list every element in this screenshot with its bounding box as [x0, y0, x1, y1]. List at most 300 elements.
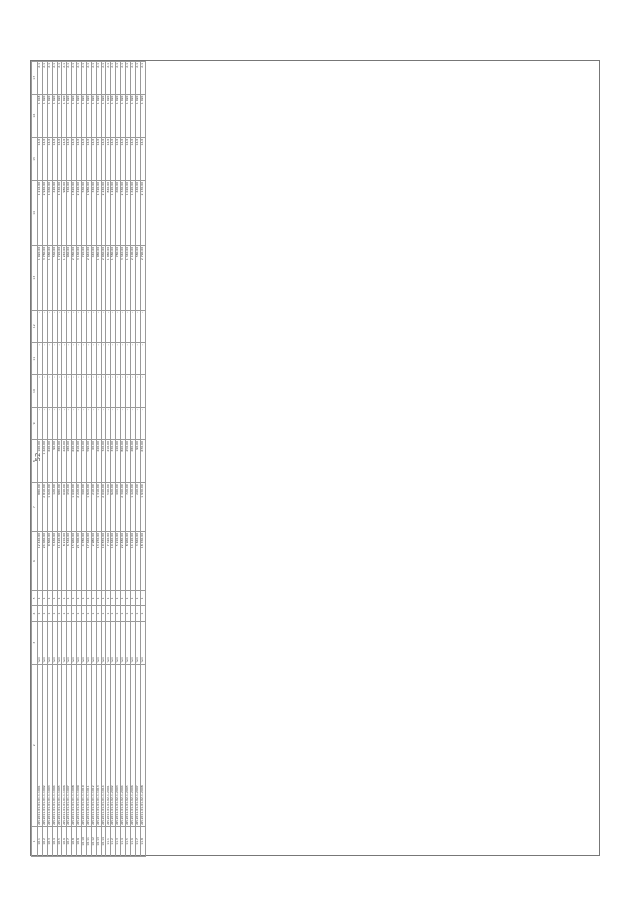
- table-cell: 1 310,00: [96, 483, 101, 532]
- table-cell: 90,00: [52, 440, 57, 483]
- table-cell: 1 820,00: [86, 483, 91, 532]
- table-cell: 600,00: [116, 180, 121, 245]
- table-cell: 590,00: [86, 440, 91, 483]
- table-cell: 780,00: [116, 245, 121, 310]
- table-cell: 14,0: [38, 137, 43, 180]
- table-cell: 14,0: [77, 137, 82, 180]
- table-cell: 1 020,00: [126, 180, 131, 245]
- table-cell: 5 210,00: [116, 531, 121, 590]
- table-cell: –: [121, 375, 126, 407]
- table-cell: 1: [135, 606, 140, 621]
- table-cell: 1 020: [47, 94, 52, 137]
- table-cell: 21 300,00: [77, 531, 82, 590]
- table-cell: –: [135, 407, 140, 439]
- table-cell: АН-2011-01-01-01-1-1005: [57, 664, 62, 826]
- table-cell: 1 620,00: [130, 180, 135, 245]
- table-cell: 1: [121, 606, 126, 621]
- table-cell: 14,0: [52, 137, 57, 180]
- table-cell: 1 340,00: [126, 245, 131, 310]
- table-cell: тип: [86, 621, 91, 664]
- table-cell: 11.1: [106, 826, 111, 856]
- table-cell: –: [140, 342, 145, 374]
- table-cell: 2,1: [101, 62, 106, 95]
- table-cell: 2,1: [42, 62, 47, 95]
- table-cell: 440,00: [91, 245, 96, 310]
- table-cell: АН-2011-01-01-02-1-2007: [135, 664, 140, 826]
- table-cell: –: [106, 407, 111, 439]
- table-cell: 14,0: [62, 137, 67, 180]
- table-cell: 2,1: [86, 62, 91, 95]
- table-cell: –: [42, 310, 47, 342]
- table-cell: –: [62, 310, 67, 342]
- table-cell: 2 220,00: [77, 483, 82, 532]
- table-cell: –: [47, 342, 52, 374]
- table-cell: тип: [72, 621, 77, 664]
- table-cell: 14,0: [42, 137, 47, 180]
- table-cell: –: [77, 375, 82, 407]
- table-cell: 10.11: [86, 826, 91, 856]
- table-cell: 24 060,00: [42, 531, 47, 590]
- table-cell: 1: [57, 591, 62, 606]
- table-cell: 7 320,00: [106, 531, 111, 590]
- table-cell: 1 420,00: [42, 440, 47, 483]
- column-number-header: 5: [32, 591, 38, 606]
- table-cell: 920,00: [111, 483, 116, 532]
- table-cell: –: [57, 407, 62, 439]
- table-cell: 1: [106, 606, 111, 621]
- table-cell: –: [130, 375, 135, 407]
- page-number: 52: [34, 452, 42, 462]
- table-cell: 1 080,00: [106, 245, 111, 310]
- table-cell: 420,00: [52, 180, 57, 245]
- table-cell: АН-2011-01-01-01-1-1003: [47, 664, 52, 826]
- table-cell: 13 250,00: [96, 531, 101, 590]
- table-cell: 2,1: [62, 62, 67, 95]
- column-number-header: 16: [32, 94, 38, 137]
- table-cell: 1 340,00: [57, 180, 62, 245]
- table-cell: 90,00: [135, 440, 140, 483]
- ledger-section-a: [38, 62, 106, 857]
- table-cell: 1: [140, 606, 145, 621]
- table-cell: АН-2011-01-01-01-1-1004: [52, 664, 57, 826]
- table-cell: 1: [57, 606, 62, 621]
- table-cell: 1 020: [52, 94, 57, 137]
- table-cell: 14,0: [135, 137, 140, 180]
- table-cell: 1 720,00: [57, 245, 62, 310]
- table-cell: 2 240,00: [101, 180, 106, 245]
- table-cell: 14,0: [57, 137, 62, 180]
- table-cell: 380,00: [57, 440, 62, 483]
- table-cell: –: [38, 310, 43, 342]
- table-cell: 1: [96, 606, 101, 621]
- table-cell: тип: [52, 621, 57, 664]
- table-cell: 2,1: [52, 62, 57, 95]
- table-cell: 1 020: [106, 94, 111, 137]
- table-cell: 640,00: [47, 440, 52, 483]
- table-cell: тип: [106, 621, 111, 664]
- table-cell: 440,00: [96, 440, 101, 483]
- table-cell: –: [96, 310, 101, 342]
- table-cell: –: [52, 310, 57, 342]
- table-cell: –: [106, 310, 111, 342]
- table-cell: 2 130,00: [140, 180, 145, 245]
- table-cell: АН-2011-01-01-01-1-1009: [77, 664, 82, 826]
- table-cell: 3 160,00: [77, 245, 82, 310]
- table-cell: 1: [91, 591, 96, 606]
- table-cell: –: [91, 375, 96, 407]
- table-cell: АН-2011-01-01-01-1-1001: [38, 664, 43, 826]
- table-cell: –: [86, 375, 91, 407]
- table-cell: –: [52, 342, 57, 374]
- table-cell: 2,1: [140, 62, 145, 95]
- table-cell: 11.6: [130, 826, 135, 856]
- table-cell: 3 460,00: [52, 531, 57, 590]
- table-cell: 640,00: [62, 483, 67, 532]
- table-cell: 840,00: [106, 180, 111, 245]
- table-cell: АН-2011-01-01-01-1-1011: [86, 664, 91, 826]
- column-number-header: 7: [32, 483, 38, 532]
- table-cell: 1: [67, 591, 72, 606]
- table-cell: 1 020: [57, 94, 62, 137]
- table-cell: 1 930,00: [140, 483, 145, 532]
- table-cell: 180,00: [67, 440, 72, 483]
- table-cell: 19 870,00: [101, 531, 106, 590]
- table-cell: 10.5: [57, 826, 62, 856]
- table-cell: 2,1: [96, 62, 101, 95]
- table-cell: –: [140, 375, 145, 407]
- column-number-header: 6: [32, 531, 38, 590]
- table-cell: –: [67, 375, 72, 407]
- table-cell: 18 760,00: [140, 531, 145, 590]
- table-cell: –: [62, 342, 67, 374]
- table-cell: 1: [52, 606, 57, 621]
- table-cell: 1 980,00: [96, 245, 101, 310]
- table-cell: 1 020: [101, 94, 106, 137]
- table-cell: 1: [96, 591, 101, 606]
- table-row: [140, 62, 145, 857]
- table-cell: АН-2011-01-01-01-1-1002: [42, 664, 47, 826]
- table-cell: 14,0: [106, 137, 111, 180]
- table-cell: 1 020: [140, 94, 145, 137]
- table-cell: –: [121, 310, 126, 342]
- table-cell: 14,0: [121, 137, 126, 180]
- table-cell: 9 860,00: [47, 531, 52, 590]
- table-cell: 14,0: [72, 137, 77, 180]
- table-cell: 14,0: [126, 137, 131, 180]
- table-cell: 960,00: [67, 245, 72, 310]
- table-cell: 14,0: [101, 137, 106, 180]
- table-cell: 1: [91, 606, 96, 621]
- table-cell: тип: [111, 621, 116, 664]
- table-cell: –: [47, 310, 52, 342]
- table-cell: 1: [38, 606, 43, 621]
- table-cell: –: [111, 310, 116, 342]
- table-cell: 980,00: [62, 180, 67, 245]
- table-cell: 880,00: [38, 483, 43, 532]
- table-cell: АН-2011-01-01-02-1-2004: [121, 664, 126, 826]
- table-cell: 1: [82, 606, 87, 621]
- table-cell: –: [57, 375, 62, 407]
- table-cell: 2,1: [82, 62, 87, 95]
- table-cell: АН-2011-01-01-02-1-2001: [106, 664, 111, 826]
- table-cell: 1: [126, 606, 131, 621]
- table-cell: 1 980,00: [86, 180, 91, 245]
- table-cell: тип: [38, 621, 43, 664]
- table-cell: 2,1: [72, 62, 77, 95]
- table-cell: 14,0: [91, 137, 96, 180]
- table-cell: 2,1: [106, 62, 111, 95]
- column-number-header: 15: [32, 137, 38, 180]
- table-cell: 2,1: [77, 62, 82, 95]
- column-number-header: 17: [32, 62, 38, 95]
- table-cell: 1 240,00: [62, 245, 67, 310]
- table-cell: –: [72, 407, 77, 439]
- table-cell: –: [67, 342, 72, 374]
- table-cell: тип: [82, 621, 87, 664]
- table-cell: –: [42, 342, 47, 374]
- table-cell: –: [135, 310, 140, 342]
- table-cell: 1: [62, 591, 67, 606]
- table-cell: тип: [91, 621, 96, 664]
- table-cell: тип: [47, 621, 52, 664]
- table-cell: –: [106, 342, 111, 374]
- ledger-frame: [30, 60, 600, 856]
- table-cell: 2,1: [116, 62, 121, 95]
- table-cell: 1: [67, 606, 72, 621]
- table-cell: 1 580,00: [111, 245, 116, 310]
- table-cell: 1: [86, 606, 91, 621]
- table-cell: 14 120,00: [130, 531, 135, 590]
- table-cell: 15 960,00: [72, 531, 77, 590]
- table-cell: 1 060,00: [47, 180, 52, 245]
- table-cell: 2,1: [38, 62, 43, 95]
- table-cell: 14,0: [67, 137, 72, 180]
- table-cell: 1 020: [121, 94, 126, 137]
- table-cell: 220,00: [62, 440, 67, 483]
- table-cell: тип: [140, 621, 145, 664]
- table-cell: –: [82, 375, 87, 407]
- table-cell: 1: [116, 591, 121, 606]
- table-cell: –: [82, 310, 87, 342]
- table-cell: 1 020: [91, 94, 96, 137]
- table-cell: –: [111, 407, 116, 439]
- table-cell: 740,00: [67, 180, 72, 245]
- table-cell: 2,1: [57, 62, 62, 95]
- table-cell: 11.5: [126, 826, 131, 856]
- column-number-header: 8: [32, 440, 38, 483]
- table-cell: 10.2: [42, 826, 47, 856]
- column-number-header: 9: [32, 407, 38, 439]
- table-cell: –: [91, 310, 96, 342]
- table-cell: тип: [42, 621, 47, 664]
- table-cell: 14,0: [116, 137, 121, 180]
- table-cell: АН-2011-01-01-01-1-1012: [91, 664, 96, 826]
- table-cell: 1: [72, 591, 77, 606]
- table-cell: 1: [72, 606, 77, 621]
- table-cell: 580,00: [135, 245, 140, 310]
- table-cell: тип: [135, 621, 140, 664]
- table-cell: 2 040,00: [101, 483, 106, 532]
- table-cell: 10.10: [82, 826, 87, 856]
- table-cell: 11 420,00: [57, 531, 62, 590]
- table-cell: 2,1: [111, 62, 116, 95]
- table-cell: АН-2011-01-01-02-1-2005: [126, 664, 131, 826]
- table-cell: АН-2011-01-01-02-1-2006: [130, 664, 135, 826]
- table-cell: –: [135, 342, 140, 374]
- table-cell: 10.7: [67, 826, 72, 856]
- table-cell: тип: [77, 621, 82, 664]
- table-cell: 14,0: [47, 137, 52, 180]
- table-cell: –: [52, 375, 57, 407]
- table-cell: 2,1: [121, 62, 126, 95]
- table-cell: 1: [77, 591, 82, 606]
- table-cell: 330,00: [111, 440, 116, 483]
- table-cell: –: [91, 407, 96, 439]
- table-cell: 670,00: [140, 440, 145, 483]
- table-cell: –: [77, 310, 82, 342]
- table-cell: 22 480,00: [121, 531, 126, 590]
- table-cell: 1 820,00: [72, 180, 77, 245]
- table-cell: –: [62, 407, 67, 439]
- table-cell: 340,00: [91, 180, 96, 245]
- table-cell: 1 018: [38, 94, 43, 137]
- table-cell: 1: [62, 606, 67, 621]
- table-cell: –: [111, 342, 116, 374]
- table-cell: тип: [126, 621, 131, 664]
- table-cell: 980,00: [57, 483, 62, 532]
- table-cell: 120,00: [52, 483, 57, 532]
- table-cell: 480,00: [130, 440, 135, 483]
- table-cell: 2 960,00: [101, 245, 106, 310]
- table-cell: 10.4: [52, 826, 57, 856]
- table-cell: –: [57, 310, 62, 342]
- table-cell: 1: [52, 591, 57, 606]
- table-cell: –: [130, 342, 135, 374]
- table-cell: –: [96, 342, 101, 374]
- table-cell: 1: [130, 606, 135, 621]
- table-cell: 1: [140, 591, 145, 606]
- table-cell: –: [67, 407, 72, 439]
- table-cell: 540,00: [106, 483, 111, 532]
- table-cell: 1: [47, 591, 52, 606]
- table-cell: 160,00: [38, 440, 43, 483]
- column-number-header: 12: [32, 310, 38, 342]
- table-cell: –: [72, 375, 77, 407]
- column-number-header: 14: [32, 180, 38, 245]
- table-cell: 860,00: [121, 440, 126, 483]
- table-cell: 120,00: [82, 440, 87, 483]
- table-cell: 2 380,00: [72, 245, 77, 310]
- table-cell: АН-2011-01-01-01-1-1008: [72, 664, 77, 826]
- table-cell: –: [47, 407, 52, 439]
- table-cell: 720,00: [82, 245, 87, 310]
- table-cell: –: [57, 342, 62, 374]
- column-number-header: 4: [32, 606, 38, 621]
- table-cell: 14,0: [130, 137, 135, 180]
- table-cell: 3 840,00: [135, 531, 140, 590]
- table-cell: 1: [116, 606, 121, 621]
- table-cell: 1: [101, 606, 106, 621]
- table-cell: –: [42, 407, 47, 439]
- table-cell: 1 020: [135, 94, 140, 137]
- table-cell: 1: [42, 606, 47, 621]
- table-cell: тип: [130, 621, 135, 664]
- table-cell: –: [38, 407, 43, 439]
- table-cell: 12 440,00: [38, 531, 43, 590]
- table-cell: 260,00: [135, 483, 140, 532]
- table-cell: –: [121, 407, 126, 439]
- table-cell: 11.8: [140, 826, 145, 856]
- table-cell: 640,00: [72, 440, 77, 483]
- table-cell: 10.1: [38, 826, 43, 856]
- table-cell: –: [101, 310, 106, 342]
- table-cell: –: [140, 407, 145, 439]
- table-cell: –: [82, 407, 87, 439]
- table-cell: 10.12: [91, 826, 96, 856]
- column-number-header: 10: [32, 375, 38, 407]
- table-cell: тип: [67, 621, 72, 664]
- table-cell: 1 020,00: [47, 483, 52, 532]
- table-cell: 10.8: [72, 826, 77, 856]
- table-cell: –: [116, 310, 121, 342]
- table-cell: –: [106, 375, 111, 407]
- table-cell: 14,0: [140, 137, 145, 180]
- table-cell: 2 560,00: [121, 180, 126, 245]
- table-cell: 1: [77, 606, 82, 621]
- table-cell: 1: [106, 591, 111, 606]
- table-cell: 60,00: [91, 440, 96, 483]
- table-cell: АН-2011-01-01-01-1-1010: [82, 664, 87, 826]
- table-cell: 4 780,00: [82, 531, 87, 590]
- table-cell: 1: [82, 591, 87, 606]
- column-number-header: 11: [32, 342, 38, 374]
- table-cell: 1 640,00: [72, 483, 77, 532]
- ledger-section-b: [106, 62, 145, 857]
- table-cell: 1 020: [86, 94, 91, 137]
- table-cell: –: [42, 375, 47, 407]
- table-cell: тип: [57, 621, 62, 664]
- table-cell: –: [62, 375, 67, 407]
- table-cell: –: [116, 342, 121, 374]
- table-cell: –: [86, 342, 91, 374]
- table-cell: тип: [101, 621, 106, 664]
- table-cell: –: [140, 310, 145, 342]
- table-cell: АН-2011-01-01-01-1-1013: [96, 664, 101, 826]
- table-cell: –: [101, 342, 106, 374]
- table-cell: 1: [130, 591, 135, 606]
- table-cell: 1: [101, 591, 106, 606]
- table-cell: 1 020: [126, 94, 131, 137]
- table-cell: –: [72, 310, 77, 342]
- table-cell: –: [101, 407, 106, 439]
- table-cell: 8 960,00: [126, 531, 131, 590]
- table-cell: 1: [111, 606, 116, 621]
- table-cell: 1 920,00: [38, 245, 43, 310]
- table-cell: 1 220,00: [111, 180, 116, 245]
- ledger-table: [31, 61, 146, 857]
- table-cell: 14,0: [86, 137, 91, 180]
- table-cell: 11.4: [121, 826, 126, 856]
- table-cell: 1 020: [67, 94, 72, 137]
- table-cell: –: [111, 375, 116, 407]
- table-cell: 1: [38, 591, 43, 606]
- table-cell: –: [91, 342, 96, 374]
- table-cell: 2,1: [135, 62, 140, 95]
- table-cell: АН-2011-01-01-01-1-1014: [101, 664, 106, 826]
- table-cell: АН-2011-01-01-01-1-1007: [67, 664, 72, 826]
- table-cell: 10.9: [77, 826, 82, 856]
- table-cell: 1: [42, 591, 47, 606]
